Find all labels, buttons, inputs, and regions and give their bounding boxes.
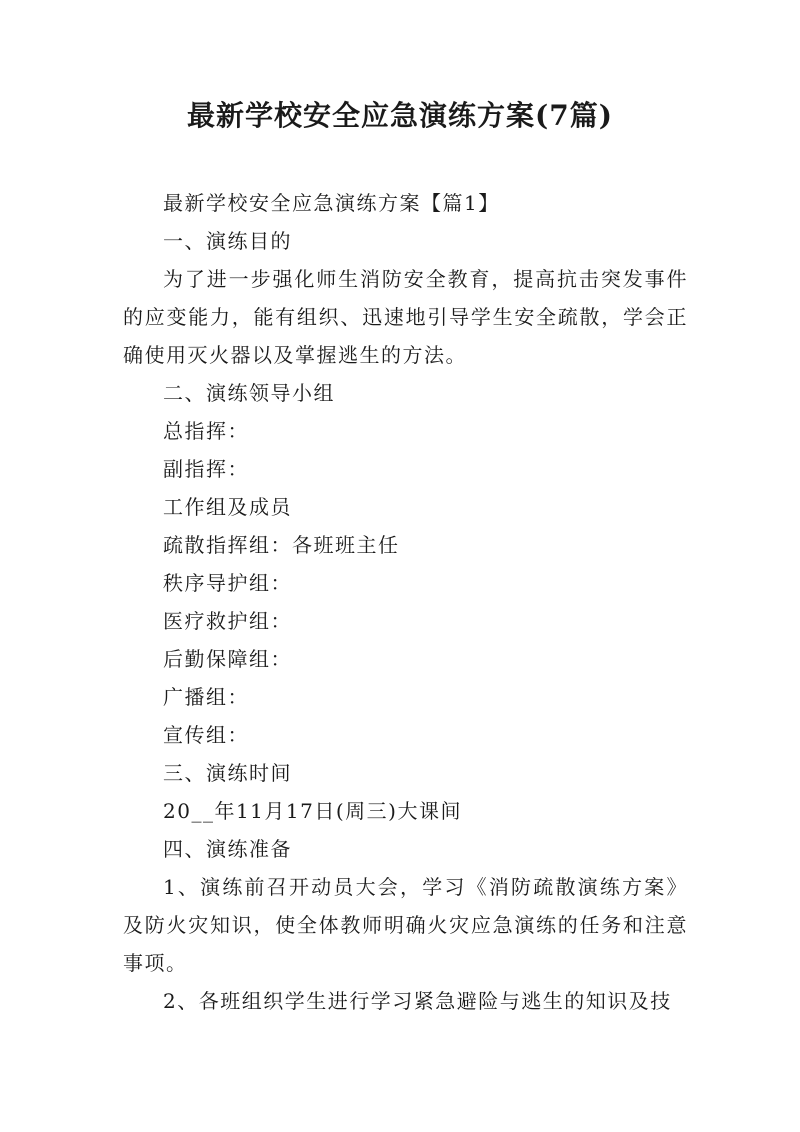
paragraph: 为了进一步强化师生消防安全教育，提高抗击突发事件的应变能力，能有组织、迅速地引导学生安全疏散，学会正确使用灭火器以及掌握逃生的方法。 bbox=[123, 267, 688, 367]
document-body bbox=[123, 184, 688, 1020]
section-heading: 三、演练时间 bbox=[163, 761, 292, 785]
list-item: 医疗救护组： bbox=[163, 609, 292, 633]
list-item: 宣传组： bbox=[163, 723, 249, 747]
list-item: 后勤保障组： bbox=[163, 647, 292, 671]
list-item: 工作组及成员 bbox=[163, 495, 292, 519]
section-heading: 一、演练目的 bbox=[163, 229, 292, 253]
list-item: 总指挥： bbox=[163, 419, 249, 443]
section-heading: 最新学校安全应急演练方案【篇1】 bbox=[163, 191, 500, 215]
paragraph: 20__年11月17日(周三)大课间 bbox=[163, 799, 462, 823]
document-title: 最新学校安全应急演练方案(7篇) bbox=[187, 99, 613, 132]
paragraph: 2、各班组织学生进行学习紧急避险与逃生的知识及技 bbox=[163, 989, 672, 1013]
list-item: 疏散指挥组：各班班主任 bbox=[163, 533, 400, 557]
list-item: 秩序导护组： bbox=[163, 571, 292, 595]
section-heading: 二、演练领导小组 bbox=[163, 381, 335, 405]
list-item: 广播组： bbox=[163, 685, 249, 709]
paragraph: 1、演练前召开动员大会，学习《消防疏散演练方案》及防火灾知识，使全体教师明确火灾应急演练的任务和注意事项。 bbox=[123, 875, 688, 975]
list-item: 副指挥： bbox=[163, 457, 249, 481]
section-heading: 四、演练准备 bbox=[163, 837, 292, 861]
